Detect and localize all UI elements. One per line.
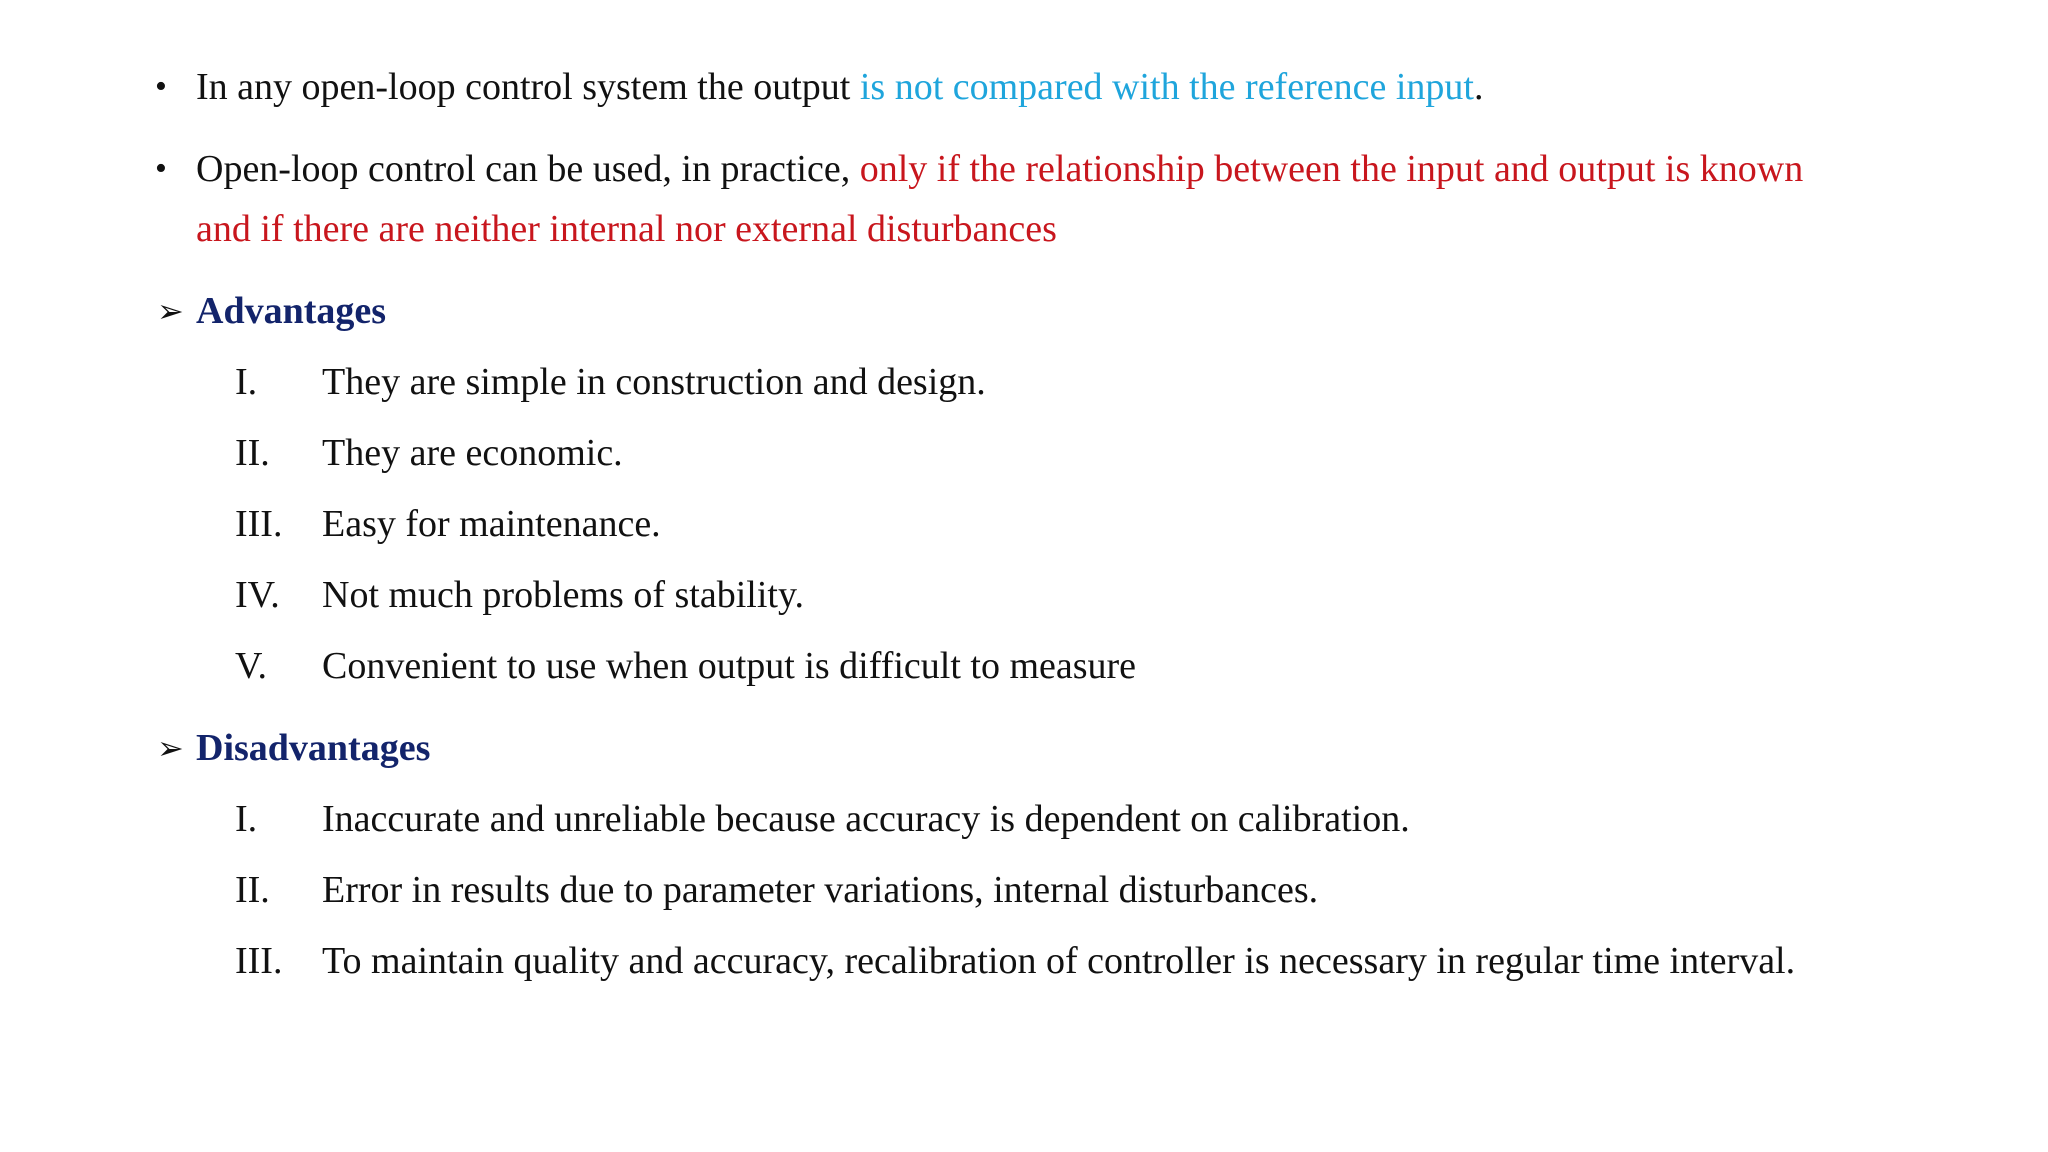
arrow-bullet-icon: ➢ bbox=[157, 729, 184, 767]
list-item-number: V. bbox=[235, 645, 268, 687]
bullet-open-loop-output bbox=[196, 64, 1483, 110]
list-item: Not much problems of stability. bbox=[322, 574, 804, 616]
advantages-heading: Advantages bbox=[196, 290, 387, 332]
list-item-number: I. bbox=[235, 798, 258, 840]
bullet-tail: . bbox=[1473, 66, 1484, 108]
list-item: They are economic. bbox=[322, 432, 623, 474]
list-item: Inaccurate and unreliable because accuracy is dependent on calibration. bbox=[322, 798, 1410, 840]
list-item-number: I. bbox=[235, 361, 258, 403]
bullet-highlight: only if the relationship between the input and output is known bbox=[859, 148, 1804, 190]
list-item-number: III. bbox=[235, 503, 283, 545]
list-item-number: III. bbox=[235, 940, 283, 982]
bullet-marker: • bbox=[155, 68, 167, 105]
arrow-bullet-icon: ➢ bbox=[157, 292, 184, 330]
bullet-open-loop-usage bbox=[196, 146, 1803, 192]
disadvantages-heading: Disadvantages bbox=[196, 727, 431, 769]
bullet-highlight-continued: and if there are neither internal nor external disturbances bbox=[196, 208, 1057, 250]
bullet-highlight: is not compared with the reference input bbox=[859, 66, 1474, 108]
list-item: Error in results due to parameter variations, internal disturbances. bbox=[322, 869, 1319, 911]
list-item: Easy for maintenance. bbox=[322, 503, 661, 545]
list-item-number: IV. bbox=[235, 574, 280, 616]
bullet-text: Open-loop control can be used, in practice, bbox=[196, 148, 860, 190]
list-item-number: II. bbox=[235, 869, 270, 911]
bullet-text: In any open-loop control system the output bbox=[196, 66, 860, 108]
list-item-number: II. bbox=[235, 432, 270, 474]
list-item: Convenient to use when output is difficult to measure bbox=[322, 645, 1137, 687]
bullet-marker: • bbox=[155, 150, 167, 187]
list-item: They are simple in construction and design. bbox=[322, 361, 986, 403]
list-item: To maintain quality and accuracy, recalibration of controller is necessary in regular time interval. bbox=[322, 940, 1796, 982]
